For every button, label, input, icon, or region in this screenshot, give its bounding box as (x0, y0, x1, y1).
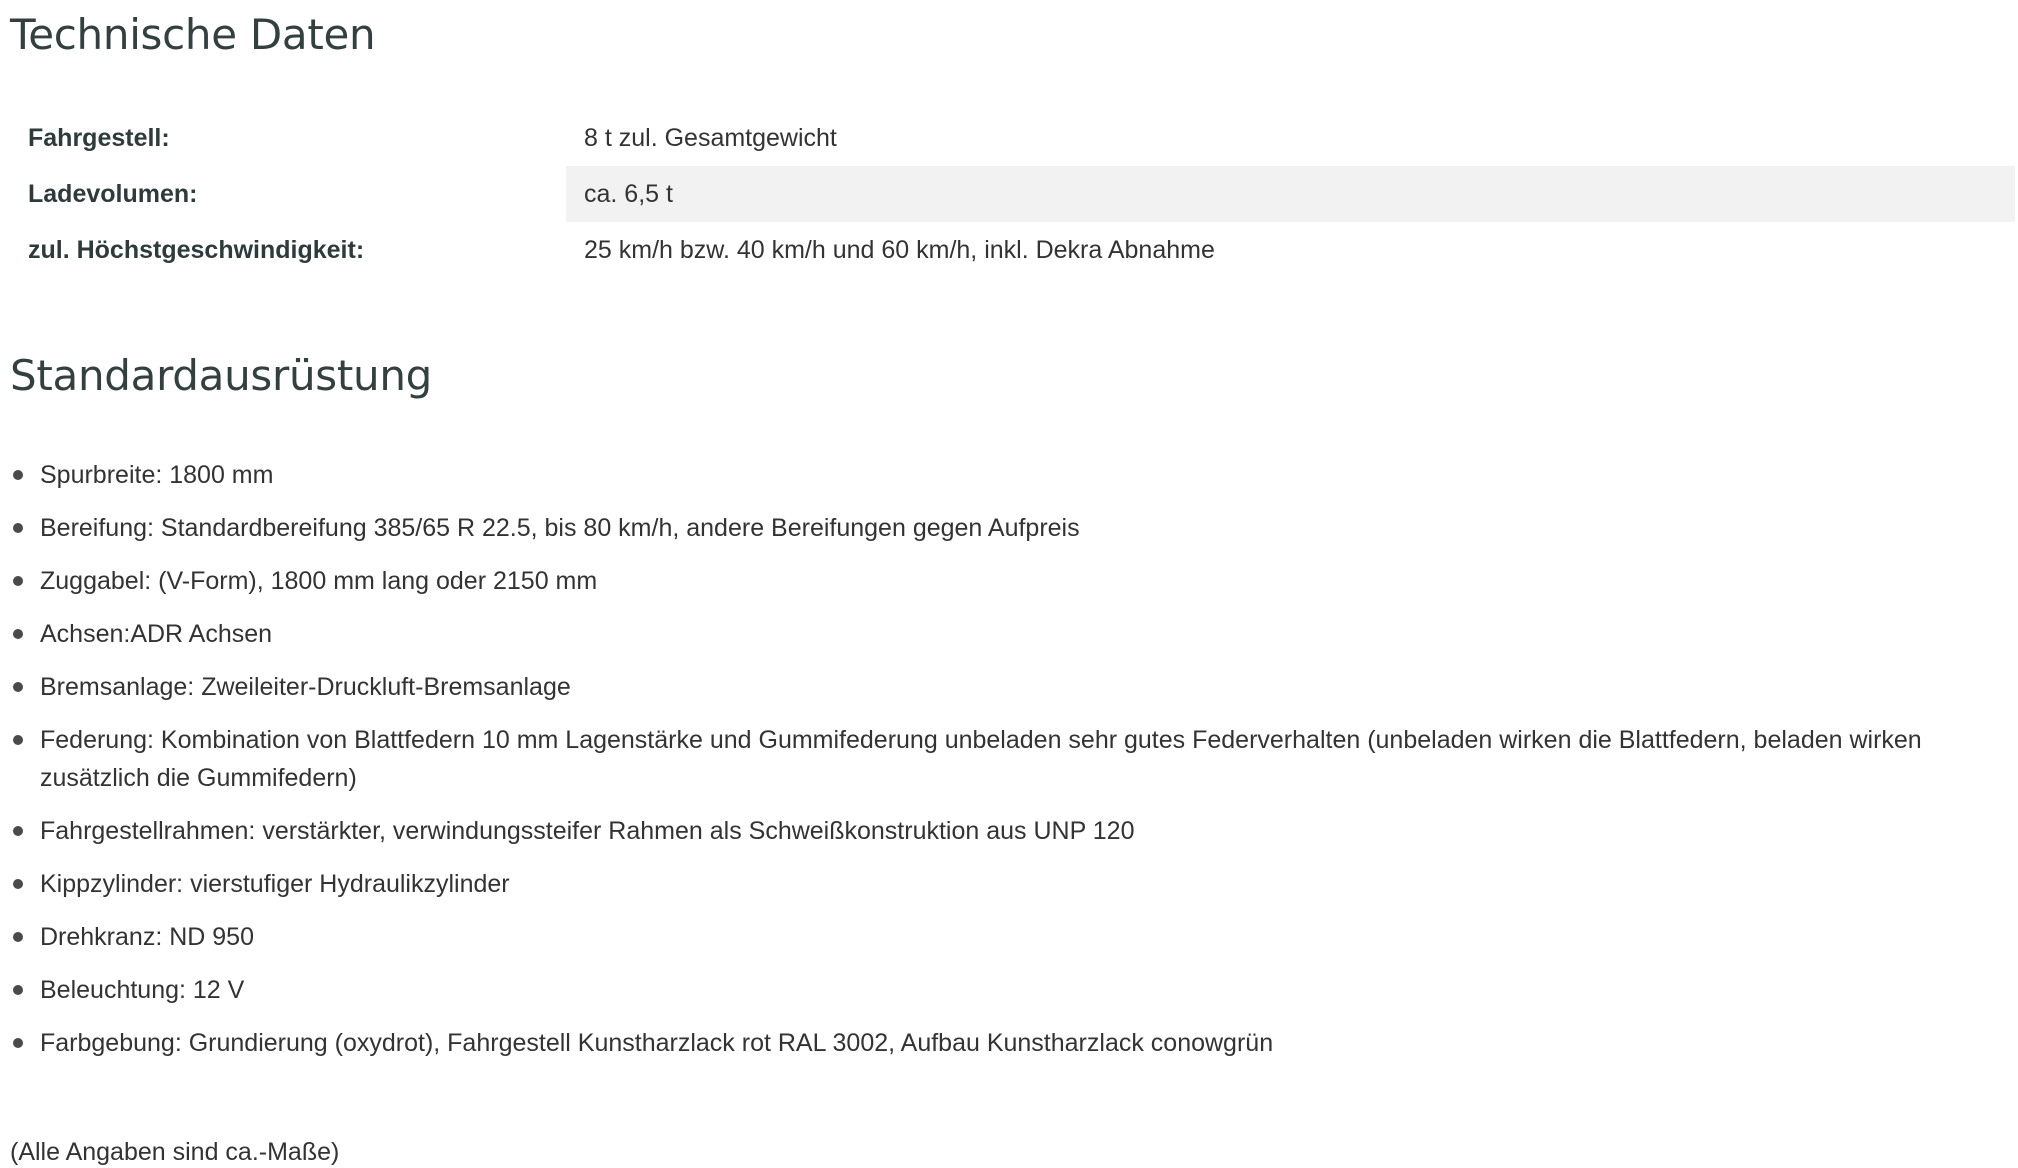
technical-data-heading: Technische Daten (10, 10, 376, 59)
spec-row (10, 222, 2015, 278)
list-item-text: Beleuchtung: 12 V (40, 976, 245, 1004)
bullet-icon (13, 932, 23, 942)
spec-row (10, 166, 2015, 222)
bullet-icon (13, 470, 23, 480)
list-item (10, 456, 2000, 494)
list-item-text: Spurbreite: 1800 mm (40, 461, 274, 489)
bullet-icon (13, 985, 23, 995)
bullet-icon (13, 735, 23, 745)
spec-label: Fahrgestell: (28, 123, 170, 152)
list-item-text: Fahrgestellrahmen: verstärkter, verwindungssteifer Rahmen als Schweißkonstruktion aus UNP 120 (40, 817, 1135, 845)
list-item-text: Achsen:ADR Achsen (40, 620, 273, 648)
bullet-icon (13, 826, 23, 836)
list-item (10, 721, 2000, 797)
spec-value: 25 km/h bzw. 40 km/h und 60 km/h, inkl. Dekra Abnahme (584, 235, 1215, 264)
spec-value: 8 t zul. Gesamtgewicht (584, 123, 837, 152)
list-item (10, 812, 2000, 850)
list-item (10, 1024, 2000, 1062)
bullet-icon (13, 1038, 23, 1048)
list-item-text: Drehkranz: ND 950 (40, 923, 254, 951)
list-item (10, 668, 2000, 706)
bullet-icon (13, 629, 23, 639)
bullet-icon (13, 576, 23, 586)
list-item-text: Kippzylinder: vierstufiger Hydraulikzylinder (40, 870, 510, 898)
list-item (10, 918, 2000, 956)
equipment-list (10, 456, 2000, 1062)
list-item (10, 971, 2000, 1009)
list-item-text: Farbgebung: Grundierung (oxydrot), Fahrgestell Kunstharzlack rot RAL 3002, Aufbau Kunstharzlack conowgrün (40, 1029, 1274, 1057)
bullet-icon (13, 523, 23, 533)
list-item-text: Bereifung: Standardbereifung 385/65 R 22.5, bis 80 km/h, andere Bereifungen gegen Aufpreis (40, 514, 1080, 542)
spec-row (10, 110, 2015, 166)
bullet-icon (13, 879, 23, 889)
spec-value: ca. 6,5 t (566, 166, 2015, 222)
list-item (10, 615, 2000, 653)
list-item-text: Federung: Kombination von Blattfedern 10 mm Lagenstärke und Gummifederung unbeladen sehr gutes Federverhalten (unbeladen wirken die Blattfedern, beladen wirken zusätzlich die Gummifedern) (40, 726, 1922, 792)
footnote: (Alle Angaben sind ca.-Maße) (10, 1138, 340, 1166)
spec-table (10, 110, 2015, 278)
list-item (10, 562, 2000, 600)
spec-label: zul. Höchstgeschwindigkeit: (28, 235, 365, 264)
list-item (10, 509, 2000, 547)
list-item-text: Zuggabel: (V-Form), 1800 mm lang oder 2150 mm (40, 567, 598, 595)
list-item-text: Bremsanlage: Zweileiter-Druckluft-Bremsanlage (40, 673, 571, 701)
standard-equipment-heading: Standardausrüstung (10, 351, 433, 400)
bullet-icon (13, 682, 23, 692)
list-item (10, 865, 2000, 903)
spec-label: Ladevolumen: (28, 179, 198, 208)
